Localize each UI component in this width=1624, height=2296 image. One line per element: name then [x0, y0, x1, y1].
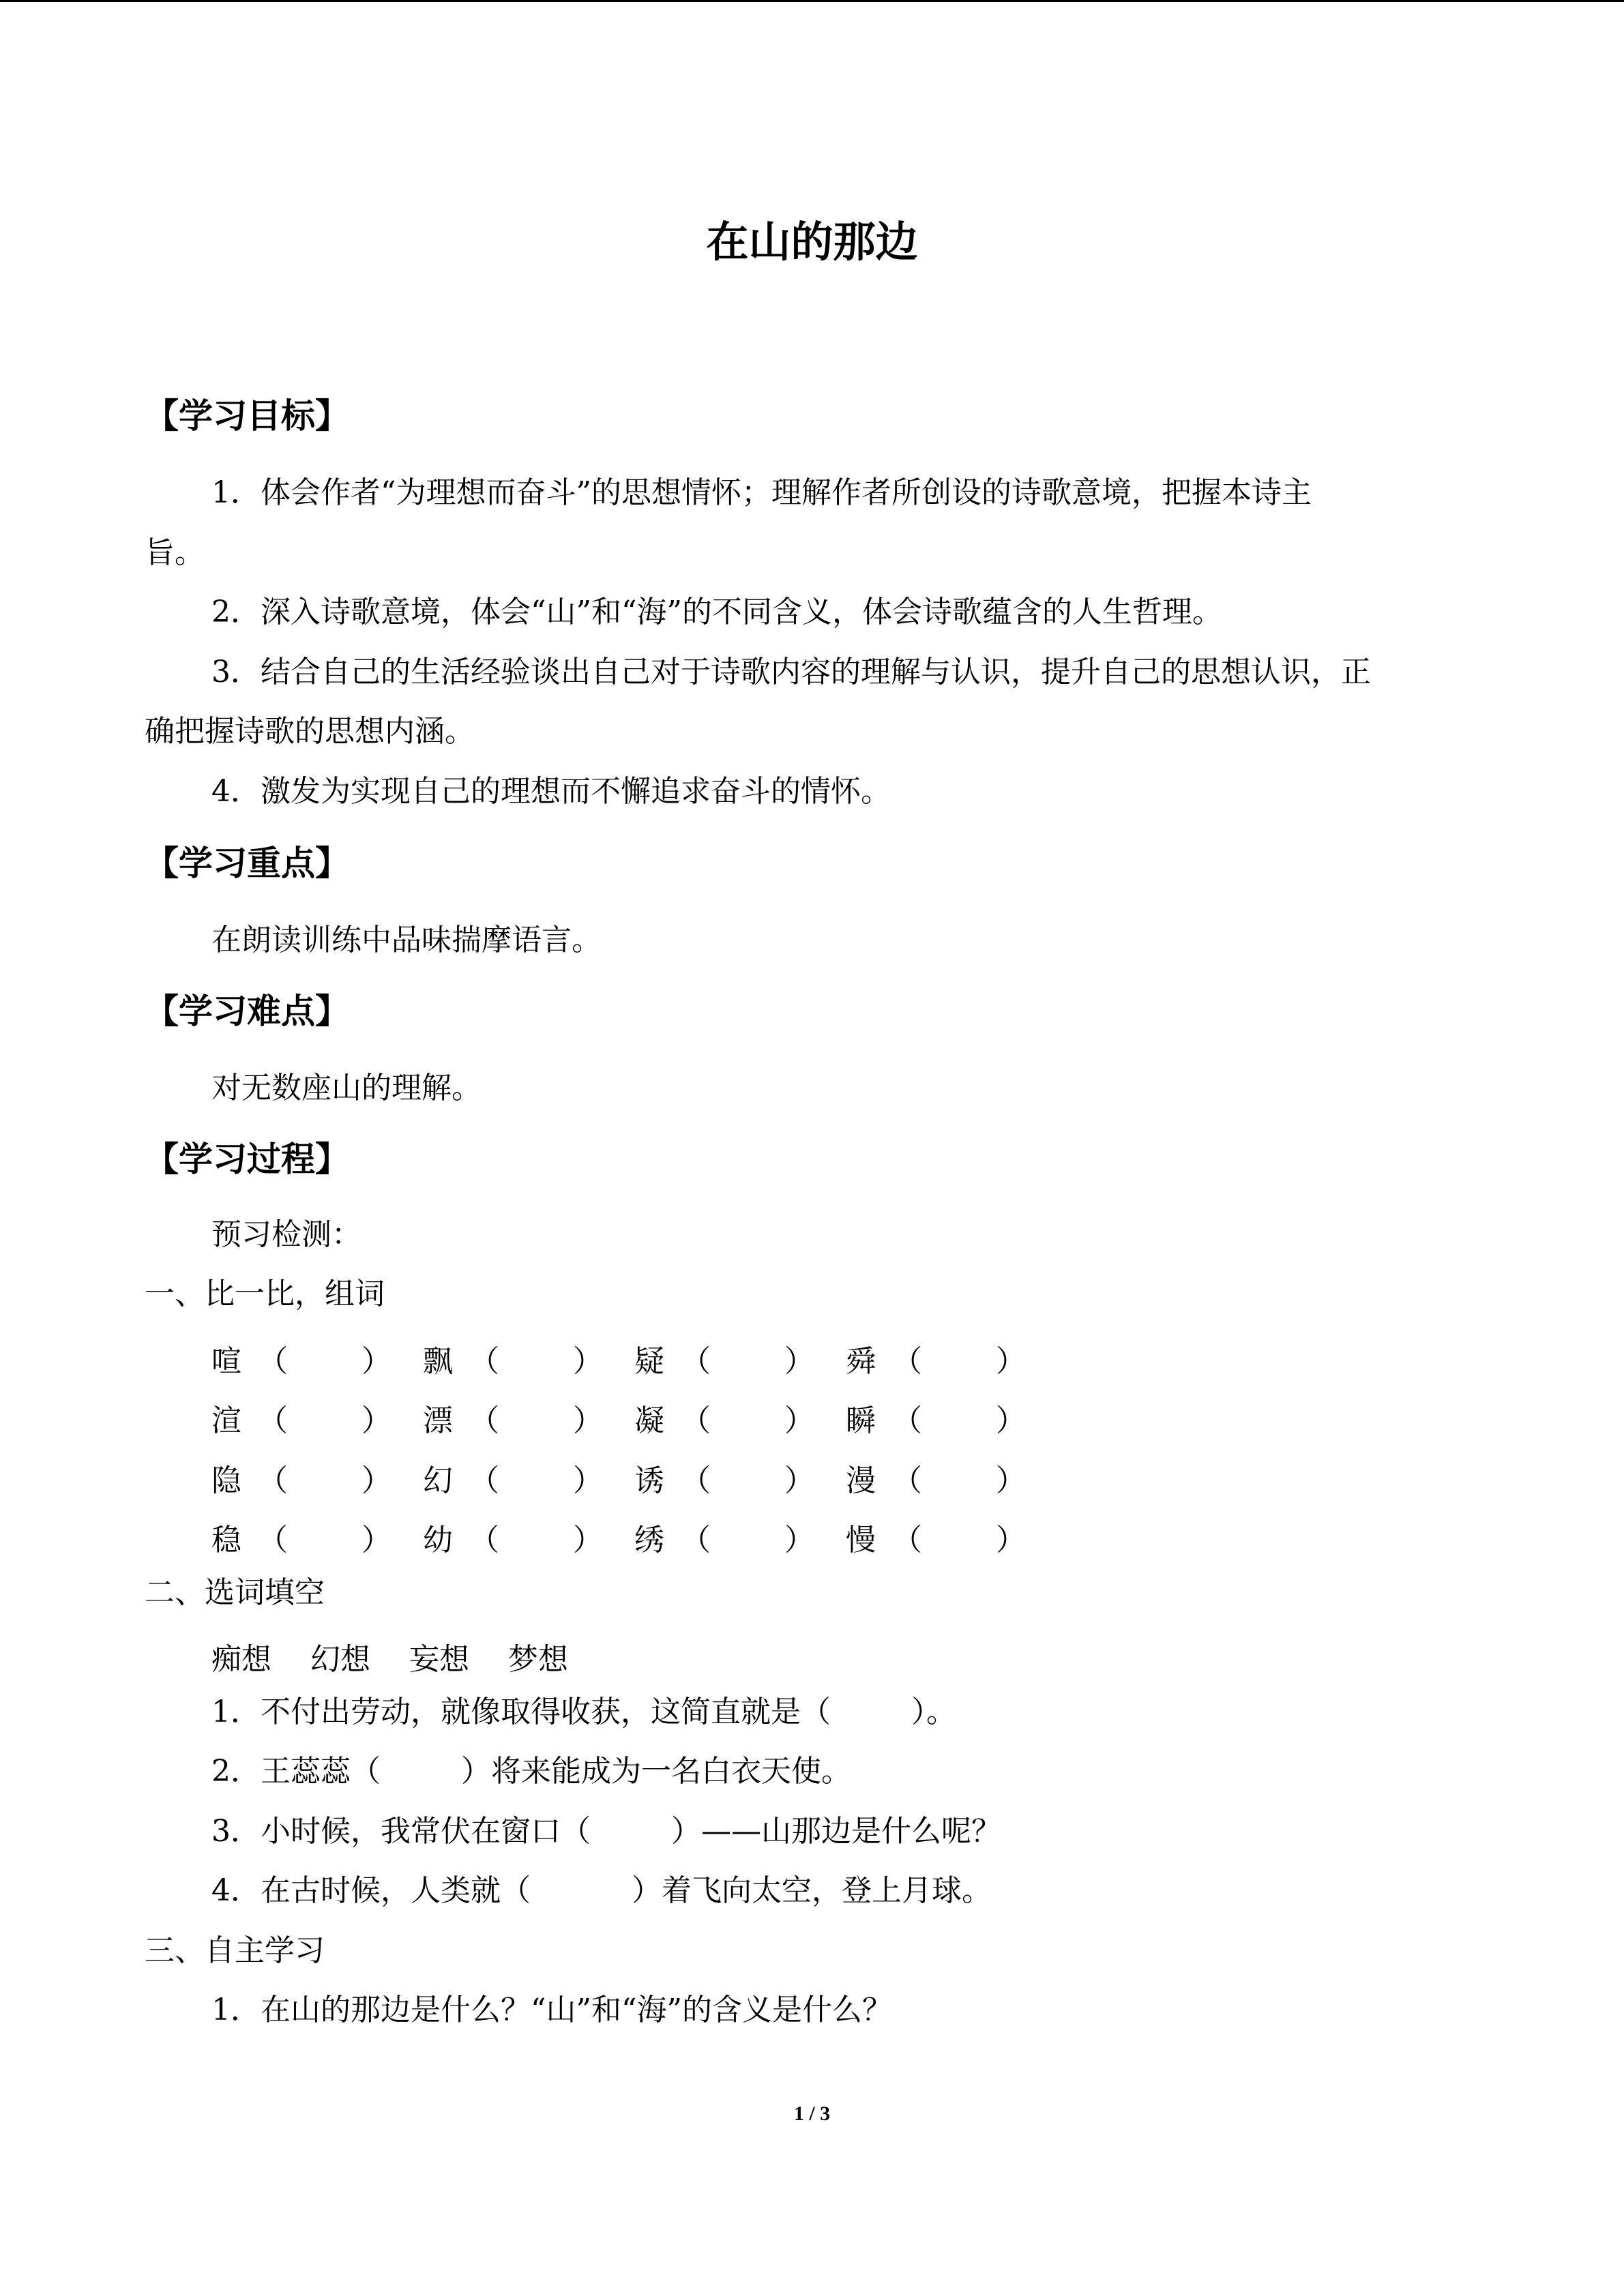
- objective-3-line-1: 3．结合自己的生活经验谈出自己对于诗歌内容的理解与认识，提升自己的思想认识，正: [211, 655, 1371, 689]
- word-cell: 喧 （ ）: [211, 1344, 392, 1379]
- heading-difficulty: 【学习难点】: [145, 992, 349, 1031]
- word-cell: 诱 （ ）: [634, 1463, 814, 1498]
- word-cell: 慢 （ ）: [846, 1523, 1026, 1557]
- word-cell: 漫 （ ）: [846, 1463, 1026, 1498]
- key-point-text: 在朗读训练中品味揣摩语言。: [211, 923, 602, 957]
- section-2-title: 二、选词填空: [145, 1575, 325, 1610]
- page-top-border: [0, 0, 1624, 2]
- word-cell: 漂 （ ）: [423, 1403, 603, 1438]
- preview-label: 预习检测：: [211, 1217, 361, 1252]
- word-choice: 痴想: [211, 1642, 271, 1677]
- heading-objectives: 【学习目标】: [145, 396, 349, 436]
- page-title: 在山的那边: [706, 217, 918, 267]
- section-3-title: 三、自主学习: [145, 1933, 325, 1968]
- word-cell: 飘 （ ）: [423, 1344, 603, 1379]
- objective-4: 4．激发为实现自己的理想而不懈追求奋斗的情怀。: [211, 774, 891, 809]
- objective-1-line-2: 旨。: [145, 535, 205, 570]
- word-cell: 幼 （ ）: [423, 1523, 603, 1557]
- fill-item-4: 4．在古时候，人类就（ ）着飞向太空，登上月球。: [211, 1873, 992, 1908]
- heading-process: 【学习过程】: [145, 1139, 349, 1179]
- word-cell: 渲 （ ）: [211, 1403, 392, 1438]
- objective-2: 2．深入诗歌意境，体会“山”和“海”的不同含义，体会诗歌蕴含的人生哲理。: [211, 595, 1222, 629]
- word-choice: 妄想: [409, 1642, 469, 1677]
- word-choice: 梦想: [508, 1642, 568, 1677]
- objective-1-line-1: 1．体会作者“为理想而奋斗”的思想情怀；理解作者所创设的诗歌意境，把握本诗主: [211, 475, 1312, 510]
- word-choice: 幻想: [310, 1642, 370, 1677]
- page-number: 1 / 3: [793, 2102, 831, 2125]
- word-cell: 瞬 （ ）: [846, 1403, 1026, 1438]
- fill-item-3: 3．小时候，我常伏在窗口（ ）——山那边是什么呢？: [211, 1814, 1001, 1849]
- fill-item-1: 1．不付出劳动，就像取得收获，这简直就是（ ）。: [211, 1695, 956, 1729]
- objective-3-line-2: 确把握诗歌的思想内涵。: [145, 714, 475, 749]
- word-cell: 凝 （ ）: [634, 1403, 814, 1438]
- word-cell: 稳 （ ）: [211, 1523, 392, 1557]
- word-cell: 隐 （ ）: [211, 1463, 392, 1498]
- fill-item-2: 2．王蕊蕊（ ）将来能成为一名白衣天使。: [211, 1754, 851, 1789]
- heading-key-points: 【学习重点】: [145, 844, 349, 883]
- word-cell: 绣 （ ）: [634, 1523, 814, 1557]
- word-cell: 舜 （ ）: [846, 1344, 1026, 1379]
- difficulty-text: 对无数座山的理解。: [211, 1071, 482, 1105]
- section-3-question: 1．在山的那边是什么？“山”和“海”的含义是什么？: [211, 1993, 892, 2027]
- word-cell: 疑 （ ）: [634, 1344, 814, 1379]
- word-cell: 幻 （ ）: [423, 1463, 603, 1498]
- section-1-title: 一、比一比，组词: [145, 1277, 385, 1311]
